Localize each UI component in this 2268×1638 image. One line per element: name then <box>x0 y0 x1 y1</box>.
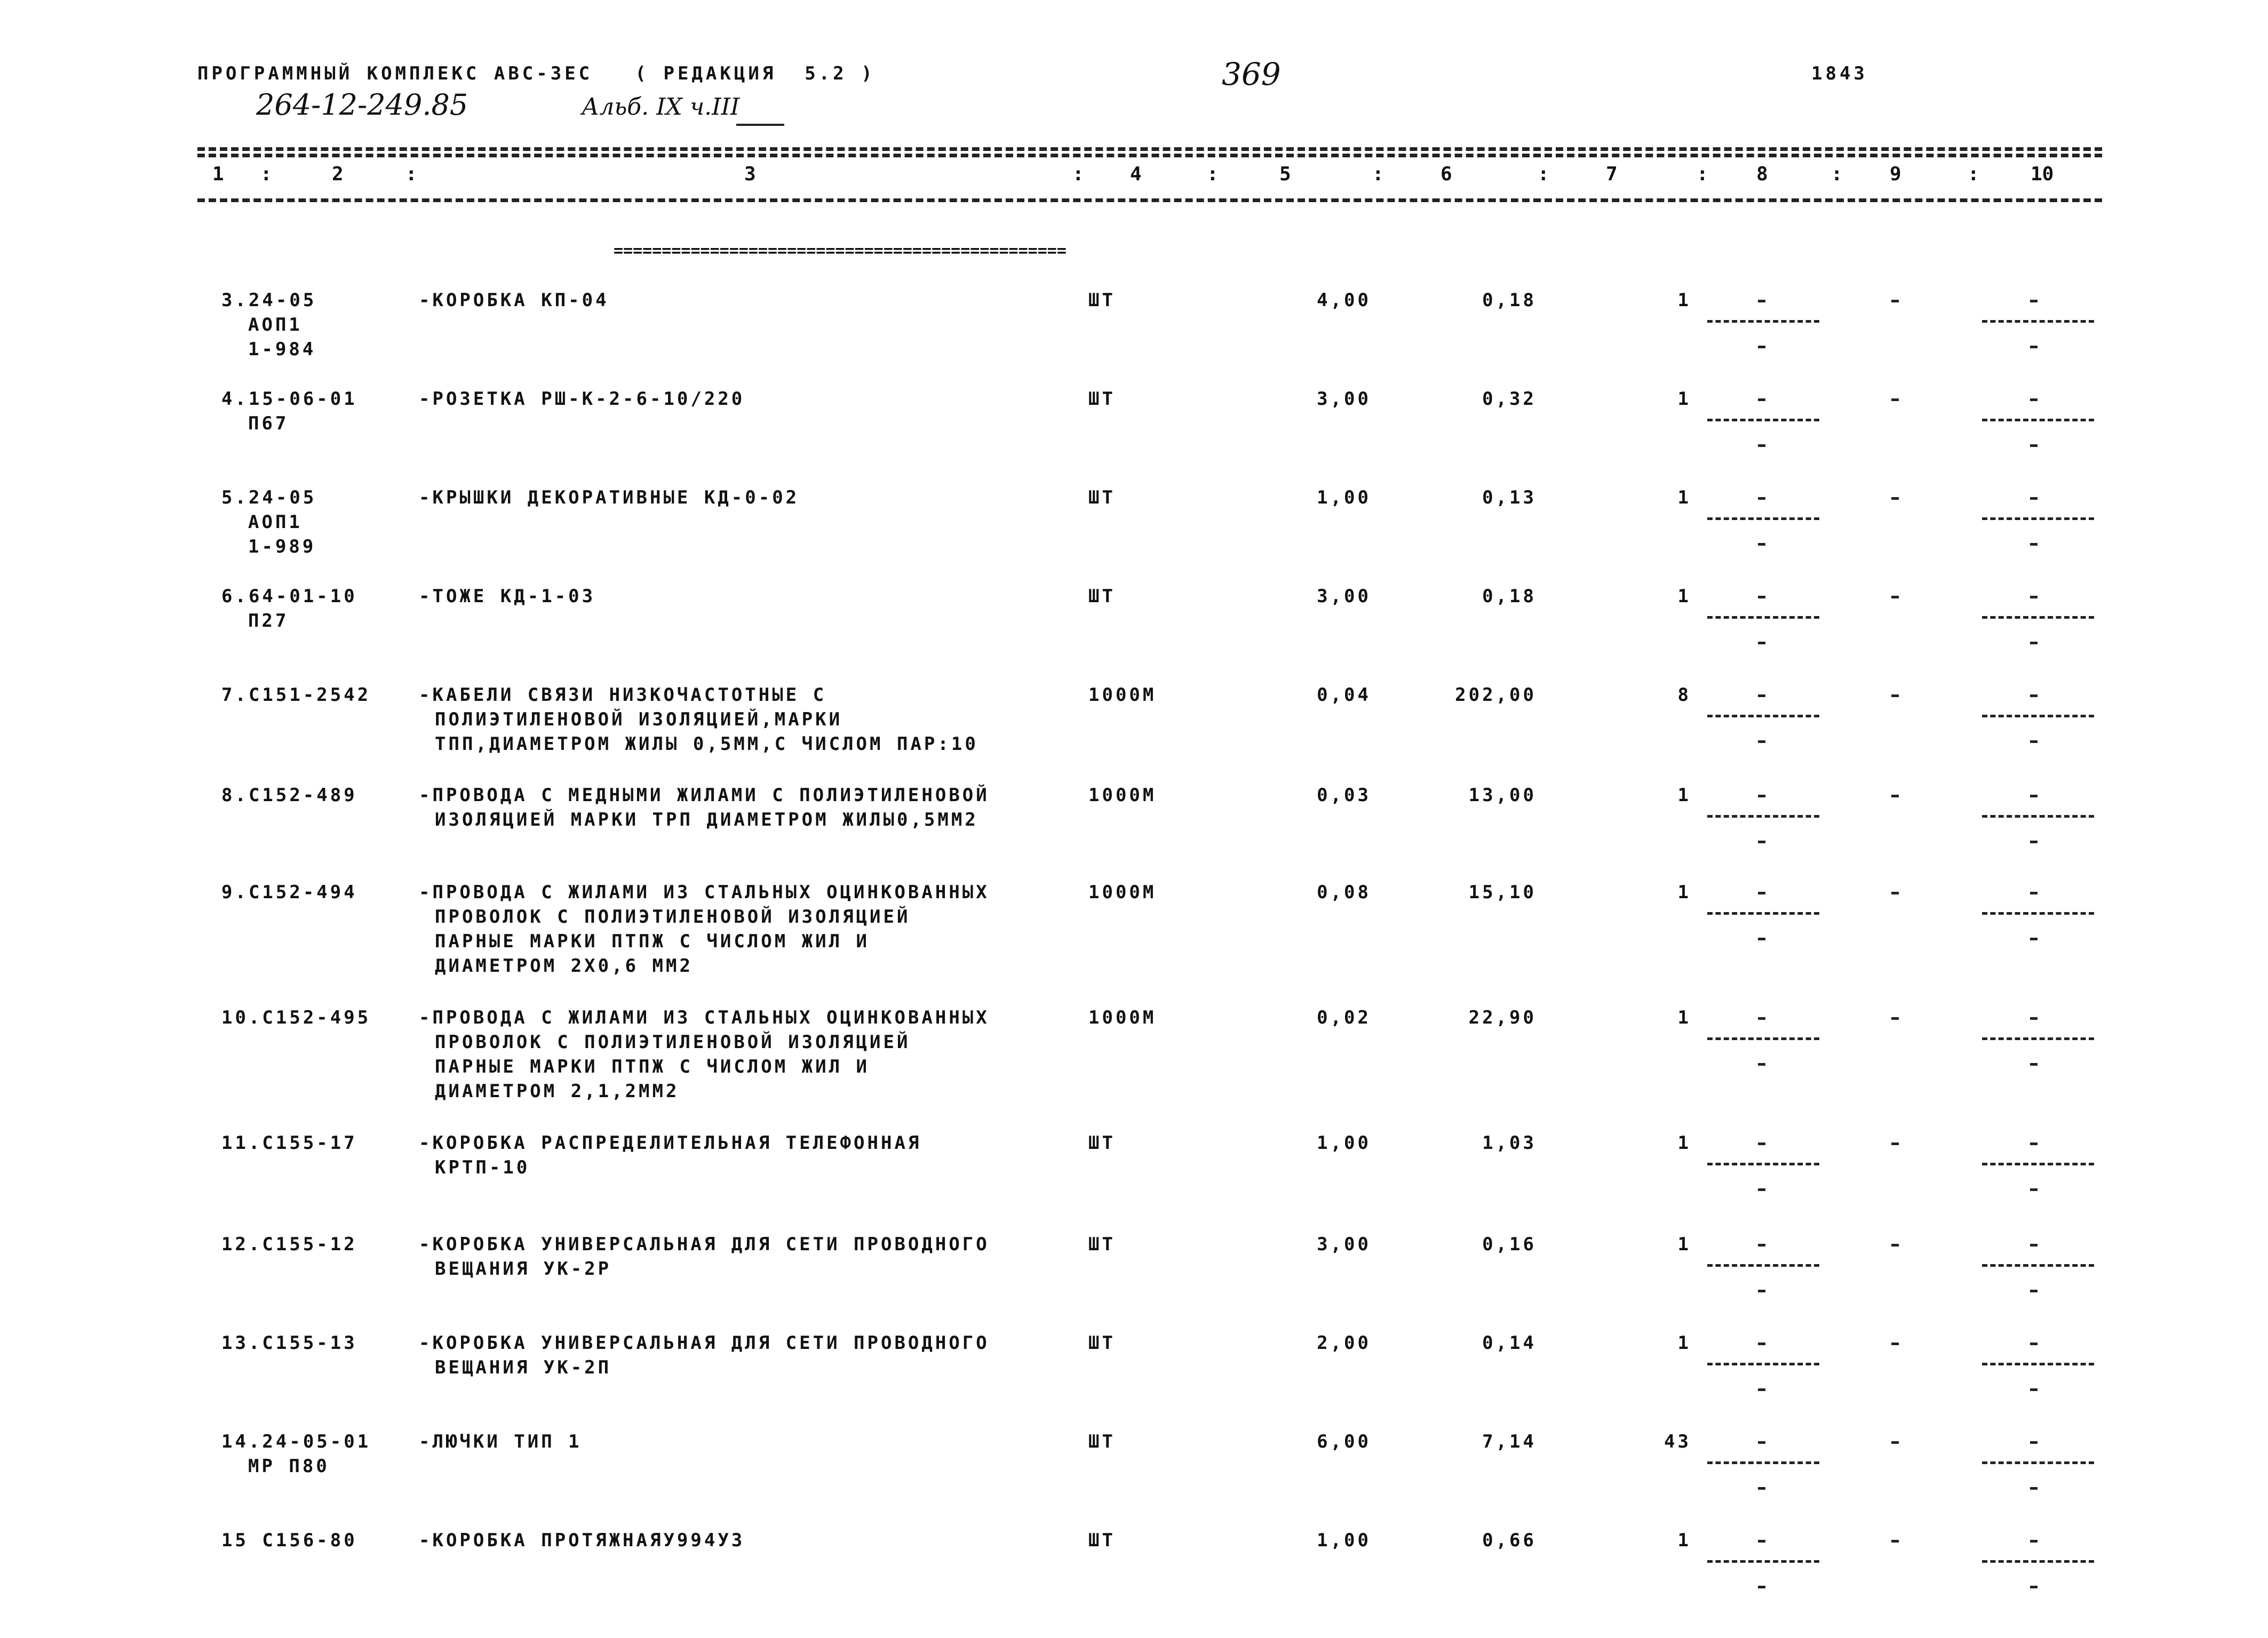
row-name-line: ПРОВОЛОК С ПОЛИЭТИЛЕНОВОЙ ИЗОЛЯЦИЕЙ <box>435 906 911 928</box>
col10-empty-top <box>2030 398 2038 401</box>
row-unit: ШТ <box>1088 1332 1116 1354</box>
col10-fraction-line <box>1982 616 2094 619</box>
col10-empty-bottom <box>2030 1487 2038 1490</box>
col8-empty-top <box>1758 1343 1765 1345</box>
row-code <box>221 387 357 436</box>
row-qty: 6,00 <box>1317 1431 1371 1452</box>
col8-fraction-line <box>1707 1363 1819 1365</box>
col10-fraction-line <box>1982 1461 2094 1464</box>
col10-fraction-line <box>1982 419 2094 421</box>
col10-empty-top <box>2030 497 2038 500</box>
row-total: 1 <box>1677 586 1691 607</box>
col10-fraction-line <box>1982 912 2094 915</box>
row-total: 1 <box>1677 1132 1691 1154</box>
row-name-line: -КОРОБКА РАСПРЕДЕЛИТЕЛЬНАЯ ТЕЛЕФОННАЯ <box>419 1132 922 1154</box>
row-unit: ШТ <box>1088 487 1116 508</box>
col8-empty-top <box>1758 1017 1765 1020</box>
row-unit: ШТ <box>1088 1530 1116 1551</box>
col-sep: : <box>260 163 272 185</box>
col9-empty <box>1891 1540 1899 1543</box>
col-2: 2 <box>332 163 344 185</box>
col-sep: : <box>1697 163 1708 185</box>
row-total: 1 <box>1677 1007 1691 1028</box>
row-total: 43 <box>1664 1431 1691 1452</box>
col10-fraction-line <box>1982 517 2094 520</box>
row-price: 22,90 <box>1468 1007 1537 1028</box>
row-unit: 1000М <box>1088 882 1157 903</box>
col10-empty-top <box>2030 300 2038 302</box>
row-name-line: -ПРОВОДА С ЖИЛАМИ ИЗ СТАЛЬНЫХ ОЦИНКОВАННЫХ <box>419 882 990 903</box>
row-total: 1 <box>1677 290 1691 311</box>
col10-empty-bottom <box>2030 346 2038 348</box>
col8-fraction-line <box>1707 1461 1819 1464</box>
row-code-line: П27 <box>248 610 289 632</box>
section-marker: =============================================== <box>614 242 1067 260</box>
col-5: 5 <box>1279 163 1291 185</box>
col8-fraction-line <box>1707 1560 1819 1563</box>
col8-fraction-line <box>1707 912 1819 915</box>
row-total: 1 <box>1677 1332 1691 1354</box>
row-qty: 3,00 <box>1317 1234 1371 1255</box>
row-price: 0,32 <box>1482 388 1537 410</box>
col10-fraction-line <box>1982 1037 2094 1040</box>
col10-empty-top <box>2030 1142 2038 1145</box>
col8-empty-bottom <box>1758 938 1765 940</box>
row-code-line: 9.С152-494 <box>221 882 357 903</box>
col8-fraction-line <box>1707 320 1819 323</box>
row-total: 8 <box>1677 684 1691 706</box>
row-name-line: ВЕЩАНИЯ УК-2Р <box>435 1258 612 1280</box>
col10-empty-top <box>2030 1343 2038 1345</box>
album-ref-underline <box>736 124 784 126</box>
row-name <box>419 783 990 832</box>
col10-fraction-line <box>1982 715 2094 717</box>
row-code <box>221 1131 357 1155</box>
col9-empty <box>1891 1017 1899 1020</box>
row-code <box>221 1232 357 1257</box>
col8-empty-bottom <box>1758 841 1765 843</box>
row-qty: 4,00 <box>1317 290 1371 311</box>
row-name-line: -ПРОВОДА С ЖИЛАМИ ИЗ СТАЛЬНЫХ ОЦИНКОВАННЫХ <box>419 1007 990 1028</box>
row-unit: 1000М <box>1088 1007 1157 1028</box>
col10-fraction-line <box>1982 1560 2094 1563</box>
row-code-line: АОП1 <box>248 314 303 335</box>
row-code-line: 6.64-01-10 <box>221 586 357 607</box>
column-number-row <box>0 163 2268 190</box>
row-price: 0,14 <box>1482 1332 1537 1354</box>
row-name <box>419 1528 745 1553</box>
row-code-line: П67 <box>248 413 289 434</box>
col10-empty-bottom <box>2030 938 2038 940</box>
col8-empty-bottom <box>1758 444 1765 447</box>
col10-empty-bottom <box>2030 1188 2038 1191</box>
col9-empty <box>1891 1142 1899 1145</box>
col8-empty-bottom <box>1758 1487 1765 1490</box>
col8-empty-bottom <box>1758 740 1765 743</box>
table-header-bottom-rule <box>197 198 2102 202</box>
col9-empty <box>1891 300 1899 302</box>
col10-fraction-line <box>1982 1264 2094 1267</box>
row-code <box>221 880 357 905</box>
col-4: 4 <box>1130 163 1142 185</box>
row-name <box>419 880 990 978</box>
col10-empty-bottom <box>2030 444 2038 447</box>
row-name-line: ТПП,ДИАМЕТРОМ ЖИЛЫ 0,5ММ,С ЧИСЛОМ ПАР:10 <box>435 733 978 755</box>
row-code <box>221 1429 371 1479</box>
col10-empty-bottom <box>2030 841 2038 843</box>
row-qty: 1,00 <box>1317 487 1371 508</box>
col-sep: : <box>1831 163 1843 185</box>
col8-fraction-line <box>1707 1163 1819 1165</box>
col8-empty-bottom <box>1758 642 1765 644</box>
row-total: 1 <box>1677 1530 1691 1551</box>
col-9: 9 <box>1890 163 1901 185</box>
col8-empty-top <box>1758 795 1765 797</box>
col8-empty-top <box>1758 1441 1765 1444</box>
col-sep: : <box>1207 163 1219 185</box>
row-price: 0,18 <box>1482 290 1537 311</box>
row-unit: 1000М <box>1088 684 1157 706</box>
row-code-line: 10.С152-495 <box>221 1007 371 1028</box>
col9-empty <box>1891 1244 1899 1247</box>
row-code-line: 4.15-06-01 <box>221 388 357 410</box>
row-code-line: 1-984 <box>248 339 316 360</box>
row-name-line: ПРОВОЛОК С ПОЛИЭТИЛЕНОВОЙ ИЗОЛЯЦИЕЙ <box>435 1032 911 1053</box>
row-name-line: ПАРНЫЕ МАРКИ ПТПЖ С ЧИСЛОМ ЖИЛ И <box>435 931 870 952</box>
col8-empty-top <box>1758 497 1765 500</box>
col-sep: : <box>1372 163 1384 185</box>
row-code-line: 3.24-05 <box>221 290 317 311</box>
row-code <box>221 683 371 707</box>
row-qty: 1,00 <box>1317 1530 1371 1551</box>
row-price: 0,18 <box>1482 586 1537 607</box>
row-name-line: ИЗОЛЯЦИЕЙ МАРКИ ТРП ДИАМЕТРОМ ЖИЛЫ0,5ММ2 <box>435 809 978 830</box>
row-name-line: -ПРОВОДА С МЕДНЫМИ ЖИЛАМИ С ПОЛИЭТИЛЕНОВОЙ <box>419 785 990 806</box>
col8-empty-bottom <box>1758 1290 1765 1292</box>
row-qty: 3,00 <box>1317 586 1371 607</box>
col9-empty <box>1891 892 1899 894</box>
row-name-line: ДИАМЕТРОМ 2,1,2ММ2 <box>435 1081 680 1102</box>
col8-fraction-line <box>1707 517 1819 520</box>
row-name-line: -КАБЕЛИ СВЯЗИ НИЗКОЧАСТОТНЫЕ С <box>419 684 827 706</box>
row-name-line: -КОРОБКА ПРОТЯЖНАЯУ994УЗ <box>419 1530 745 1551</box>
col8-empty-top <box>1758 1244 1765 1247</box>
col10-empty-top <box>2030 1017 2038 1020</box>
row-name <box>419 485 799 510</box>
row-code-line: 11.С155-17 <box>221 1132 357 1154</box>
row-qty: 3,00 <box>1317 388 1371 410</box>
row-code-line: 7.С151-2542 <box>221 684 371 706</box>
col-10: 10 <box>2031 163 2054 185</box>
col10-fraction-line <box>1982 1163 2094 1165</box>
col10-empty-bottom <box>2030 543 2038 546</box>
col10-empty-bottom <box>2030 642 2038 644</box>
handwritten-album-ref: Альб. IX ч.III <box>582 93 740 121</box>
col8-fraction-line <box>1707 616 1819 619</box>
col10-empty-bottom <box>2030 1290 2038 1292</box>
col8-empty-top <box>1758 398 1765 401</box>
col9-empty <box>1891 1441 1899 1444</box>
col9-empty <box>1891 398 1899 401</box>
col10-fraction-line <box>1982 815 2094 818</box>
row-code <box>221 288 316 362</box>
page-number: 1843 <box>1811 63 1868 84</box>
row-qty: 0,08 <box>1317 882 1371 903</box>
col9-empty <box>1891 795 1899 797</box>
row-unit: ШТ <box>1088 586 1116 607</box>
row-name <box>419 683 978 756</box>
row-name-line: -ТОЖЕ КД-1-03 <box>419 586 596 607</box>
col9-empty <box>1891 497 1899 500</box>
row-total: 1 <box>1677 882 1691 903</box>
col10-empty-top <box>2030 596 2038 598</box>
row-qty: 2,00 <box>1317 1332 1371 1354</box>
row-code-line: АОП1 <box>248 512 303 533</box>
row-qty: 0,04 <box>1317 684 1371 706</box>
col10-empty-top <box>2030 1441 2038 1444</box>
col8-empty-top <box>1758 300 1765 302</box>
row-code <box>221 584 357 633</box>
handwritten-project-code: 264-12-249.85 <box>256 88 468 122</box>
col10-empty-bottom <box>2030 1388 2038 1391</box>
row-name-line: -КРЫШКИ ДЕКОРАТИВНЫЕ КД-0-02 <box>419 487 800 508</box>
row-unit: ШТ <box>1088 1132 1116 1154</box>
row-price: 15,10 <box>1468 882 1537 903</box>
col10-empty-top <box>2030 694 2038 697</box>
row-total: 1 <box>1677 785 1691 806</box>
col8-empty-bottom <box>1758 1586 1765 1588</box>
col8-empty-bottom <box>1758 1388 1765 1391</box>
row-unit: ШТ <box>1088 1234 1116 1255</box>
row-price: 0,13 <box>1482 487 1537 508</box>
col9-empty <box>1891 596 1899 598</box>
col10-fraction-line <box>1982 320 2094 323</box>
row-price: 13,00 <box>1468 785 1537 806</box>
col-sep: : <box>405 163 417 185</box>
row-code-line: 8.С152-489 <box>221 785 357 806</box>
row-code-line: 14.24-05-01 <box>221 1431 371 1452</box>
col9-empty <box>1891 694 1899 697</box>
row-name-line: -РОЗЕТКА РШ-К-2-6-10/220 <box>419 388 745 410</box>
col8-empty-bottom <box>1758 543 1765 546</box>
col-8: 8 <box>1756 163 1768 185</box>
row-price: 1,03 <box>1482 1132 1537 1154</box>
row-price: 202,00 <box>1455 684 1537 706</box>
row-price: 7,14 <box>1482 1431 1537 1452</box>
col-7: 7 <box>1606 163 1618 185</box>
col-3: 3 <box>744 163 756 185</box>
col10-empty-bottom <box>2030 1586 2038 1588</box>
col10-empty-bottom <box>2030 1063 2038 1066</box>
row-name-line: ПАРНЫЕ МАРКИ ПТПЖ С ЧИСЛОМ ЖИЛ И <box>435 1056 870 1077</box>
col8-empty-top <box>1758 1142 1765 1145</box>
col-6: 6 <box>1441 163 1452 185</box>
row-total: 1 <box>1677 1234 1691 1255</box>
row-name-line: -КОРОБКА УНИВЕРСАЛЬНАЯ ДЛЯ СЕТИ ПРОВОДНОГО <box>419 1332 990 1354</box>
col8-fraction-line <box>1707 815 1819 818</box>
row-code-line: 1-989 <box>248 536 316 557</box>
row-name <box>419 1005 990 1104</box>
row-code <box>221 1005 371 1030</box>
row-unit: ШТ <box>1088 290 1116 311</box>
col10-empty-top <box>2030 1244 2038 1247</box>
row-name <box>419 584 595 609</box>
row-total: 1 <box>1677 487 1691 508</box>
col9-empty <box>1891 1343 1899 1345</box>
row-name <box>419 288 609 313</box>
row-qty: 0,03 <box>1317 785 1371 806</box>
row-code-line: МР П80 <box>248 1456 330 1477</box>
row-code <box>221 1331 357 1355</box>
col8-fraction-line <box>1707 419 1819 421</box>
table-top-rule-2 <box>197 154 2102 157</box>
row-qty: 0,02 <box>1317 1007 1371 1028</box>
col8-fraction-line <box>1707 715 1819 717</box>
col-sep: : <box>1968 163 1979 185</box>
row-name-line: -ЛЮЧКИ ТИП 1 <box>419 1431 582 1452</box>
row-code-line: 15 С156-80 <box>221 1530 357 1551</box>
col10-fraction-line <box>1982 1363 2094 1365</box>
col8-empty-top <box>1758 1540 1765 1543</box>
row-name <box>419 1131 921 1180</box>
row-code <box>221 485 316 559</box>
col10-empty-top <box>2030 1540 2038 1543</box>
col8-empty-top <box>1758 694 1765 697</box>
col-1: 1 <box>212 163 224 185</box>
row-name-line: -КОРОБКА УНИВЕРСАЛЬНАЯ ДЛЯ СЕТИ ПРОВОДНОГО <box>419 1234 990 1255</box>
row-code-line: 13.С155-13 <box>221 1332 357 1354</box>
col8-empty-top <box>1758 596 1765 598</box>
row-name <box>419 387 745 411</box>
row-total: 1 <box>1677 388 1691 410</box>
row-unit: ШТ <box>1088 388 1116 410</box>
col-sep: : <box>1072 163 1084 185</box>
col8-empty-bottom <box>1758 1063 1765 1066</box>
row-name <box>419 1429 582 1454</box>
row-unit: ШТ <box>1088 1431 1116 1452</box>
row-price: 0,66 <box>1482 1530 1537 1551</box>
row-code-line: 12.С155-12 <box>221 1234 357 1255</box>
row-code <box>221 1528 357 1553</box>
handwritten-page-number: 369 <box>1222 56 1281 92</box>
row-name <box>419 1331 990 1380</box>
col10-empty-top <box>2030 892 2038 894</box>
row-name-line: КРТП-10 <box>435 1157 530 1178</box>
row-code-line: 5.24-05 <box>221 487 317 508</box>
row-name-line: ПОЛИЭТИЛЕНОВОЙ ИЗОЛЯЦИЕЙ,МАРКИ <box>435 709 843 730</box>
program-title: ПРОГРАММНЫЙ КОМПЛЕКС АВС-ЗЕС ( РЕДАКЦИЯ 5.2 ) <box>197 63 876 84</box>
table-top-rule <box>197 147 2102 151</box>
col-sep: : <box>1538 163 1549 185</box>
row-name <box>419 1232 990 1281</box>
row-price: 0,16 <box>1482 1234 1537 1255</box>
col8-empty-top <box>1758 892 1765 894</box>
col8-empty-bottom <box>1758 1188 1765 1191</box>
row-qty: 1,00 <box>1317 1132 1371 1154</box>
col8-fraction-line <box>1707 1264 1819 1267</box>
row-code <box>221 783 357 808</box>
col10-empty-bottom <box>2030 740 2038 743</box>
col10-empty-top <box>2030 795 2038 797</box>
row-name-line: -КОРОБКА КП-04 <box>419 290 609 311</box>
col8-empty-bottom <box>1758 346 1765 348</box>
row-name-line: ВЕЩАНИЯ УК-2П <box>435 1357 612 1378</box>
col8-fraction-line <box>1707 1037 1819 1040</box>
row-unit: 1000М <box>1088 785 1157 806</box>
row-name-line: ДИАМЕТРОМ 2Х0,6 ММ2 <box>435 955 693 977</box>
